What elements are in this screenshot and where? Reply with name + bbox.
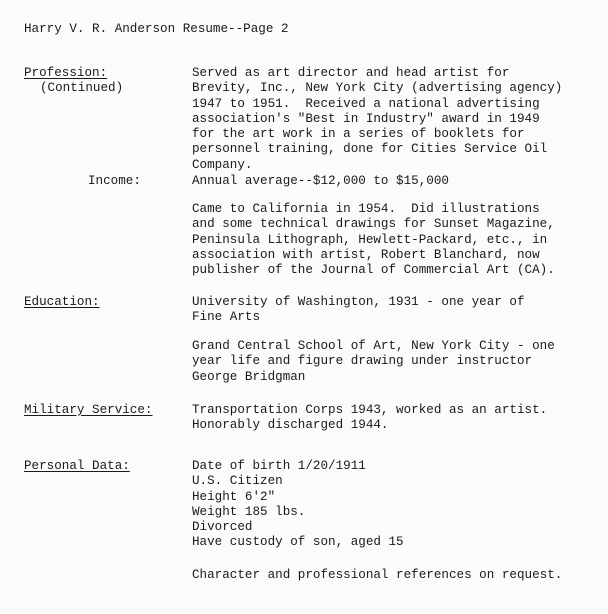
references-line: Character and professional references on request.: [192, 568, 563, 582]
military-line: Transportation Corps 1943, worked as an artist.: [192, 403, 548, 417]
profession-line: 1947 to 1951. Received a national advertising: [192, 96, 540, 111]
military-text: [192, 403, 592, 434]
education-entry-1: [192, 295, 592, 326]
page-header: Harry V. R. Anderson Resume--Page 2: [24, 22, 289, 36]
personal-line: Date of birth 1/20/1911: [192, 459, 366, 473]
personal-line: Divorced: [192, 520, 253, 535]
california-line: Came to California in 1954. Did illustrations: [192, 202, 540, 216]
profession-text: [192, 66, 592, 173]
california-line: Peninsula Lithograph, Hewlett-Packard, etc., in: [192, 232, 548, 247]
income-text: [192, 174, 592, 189]
education-line: George Bridgman: [192, 369, 306, 384]
references-note: [192, 568, 602, 583]
education-label: Education:: [24, 295, 100, 309]
personal-label: Personal Data:: [24, 459, 130, 473]
profession-line: Brevity, Inc., New York City (advertising agency): [192, 81, 563, 96]
profession-line: Served as art director and head artist for: [192, 66, 510, 80]
education-line: Fine Arts: [192, 310, 261, 325]
profession-line: for the art work in a series of booklets for: [192, 127, 525, 142]
profession-line: association's "Best in Industry" award in 1949: [192, 111, 540, 126]
military-label: Military Service:: [24, 403, 153, 417]
personal-line: Weight 185 lbs.: [192, 504, 306, 519]
profession-line: Company.: [192, 157, 253, 172]
military-line: Honorably discharged 1944.: [192, 418, 389, 433]
california-line: and some technical drawings for Sunset Magazine,: [192, 217, 555, 232]
personal-text: [192, 459, 592, 551]
education-line: year life and figure drawing under instructor: [192, 354, 533, 369]
profession-line: personnel training, done for Cities Service Oil: [192, 142, 548, 157]
education-entry-2: [192, 339, 592, 385]
profession-sublabel: (Continued): [40, 81, 124, 95]
profession-label: Profession:: [24, 66, 108, 80]
income-label: Income:: [88, 174, 141, 188]
personal-line: U.S. Citizen: [192, 474, 283, 489]
personal-line: Have custody of son, aged 15: [192, 535, 404, 550]
california-line: publisher of the Journal of Commercial Art (CA).: [192, 263, 555, 278]
california-line: association with artist, Robert Blanchard, now: [192, 247, 540, 262]
education-line: University of Washington, 1931 - one year of: [192, 295, 525, 309]
income-line: Annual average--$12,000 to $15,000: [192, 174, 449, 188]
education-line: Grand Central School of Art, New York City - one: [192, 339, 555, 353]
personal-line: Height 6'2": [192, 489, 276, 504]
california-text: [192, 202, 592, 278]
